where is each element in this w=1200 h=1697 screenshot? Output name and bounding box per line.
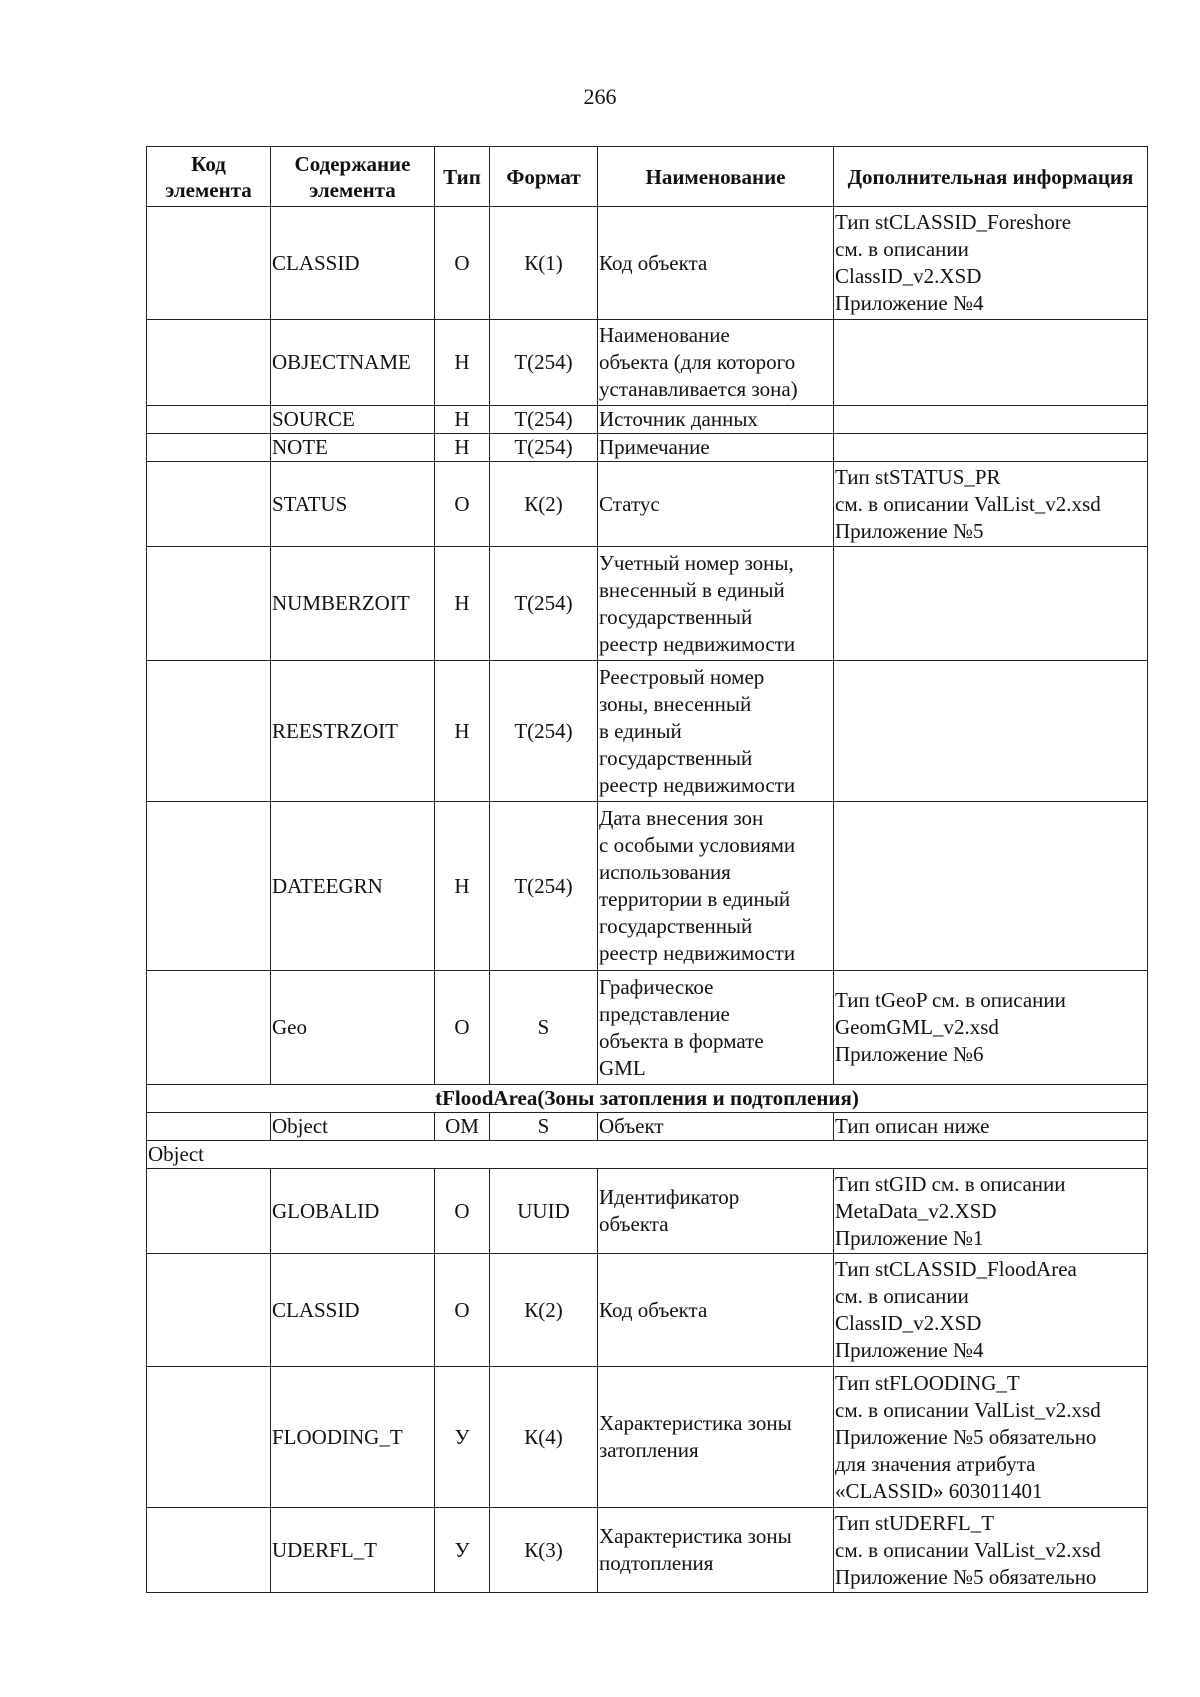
cell-info: Тип tGeoP см. в описании GeomGML_v2.xsd Приложение №6: [834, 971, 1148, 1085]
cell-name: Дата внесения зон с особыми условиями использования территории в единый государственный реестр недвижимости: [598, 802, 834, 971]
cell-name: Источник данных: [598, 406, 834, 434]
cell-name: Код объекта: [598, 207, 834, 320]
cell-info: [834, 434, 1148, 462]
cell-type: ОМ: [435, 1113, 490, 1141]
cell-element: DATEEGRN: [271, 802, 435, 971]
cell-name: Учетный номер зоны, внесенный в единый государственный реестр недвижимости: [598, 547, 834, 661]
table-row: [147, 406, 1148, 434]
header-info: Дополнительная информация: [834, 147, 1148, 207]
header-code: Код элемента: [147, 147, 271, 207]
cell-type: У: [435, 1508, 490, 1593]
cell-type: Н: [435, 547, 490, 661]
table-row: [147, 547, 1148, 661]
cell-info: Тип stCLASSID_Foreshore см. в описании ClassID_v2.XSD Приложение №4: [834, 207, 1148, 320]
table-row: [147, 1508, 1148, 1593]
table-row: [147, 971, 1148, 1085]
cell-type: О: [435, 1169, 490, 1254]
cell-code: [147, 406, 271, 434]
cell-format: S: [490, 1113, 598, 1141]
cell-code: [147, 1113, 271, 1141]
cell-element: UDERFL_T: [271, 1508, 435, 1593]
cell-format: К(1): [490, 207, 598, 320]
cell-info: Тип stFLOODING_T см. в описании ValList_v2.xsd Приложение №5 обязательно для значения атрибута «CLASSID» 603011401: [834, 1367, 1148, 1508]
table-row: [147, 207, 1148, 320]
header-element: Содержание элемента: [271, 147, 435, 207]
cell-type: О: [435, 462, 490, 547]
cell-element: NOTE: [271, 434, 435, 462]
cell-info: [834, 406, 1148, 434]
cell-format: Т(254): [490, 547, 598, 661]
header-format: Формат: [490, 147, 598, 207]
table-row: [147, 462, 1148, 547]
cell-element: Object: [271, 1113, 435, 1141]
table-row: [147, 434, 1148, 462]
cell-format: Т(254): [490, 434, 598, 462]
cell-code: [147, 462, 271, 547]
cell-name: Характеристика зоны подтопления: [598, 1508, 834, 1593]
cell-element: REESTRZOIT: [271, 661, 435, 802]
cell-element: CLASSID: [271, 207, 435, 320]
cell-code: [147, 1169, 271, 1254]
cell-name: Статус: [598, 462, 834, 547]
cell-format: Т(254): [490, 661, 598, 802]
cell-info: [834, 320, 1148, 406]
cell-type: У: [435, 1367, 490, 1508]
data-table: [146, 146, 1148, 1593]
group-label-row: [147, 1141, 1148, 1169]
cell-type: Н: [435, 406, 490, 434]
cell-info: Тип описан ниже: [834, 1113, 1148, 1141]
cell-format: К(3): [490, 1508, 598, 1593]
cell-code: [147, 320, 271, 406]
cell-code: [147, 1367, 271, 1508]
cell-code: [147, 971, 271, 1085]
table-row: [147, 802, 1148, 971]
header-name: Наименование: [598, 147, 834, 207]
table-row: [147, 320, 1148, 406]
cell-name: Код объекта: [598, 1254, 834, 1367]
cell-info: Тип stSTATUS_PR см. в описании ValList_v2.xsd Приложение №5: [834, 462, 1148, 547]
cell-format: К(4): [490, 1367, 598, 1508]
cell-code: [147, 1508, 271, 1593]
table-row: [147, 661, 1148, 802]
cell-code: [147, 547, 271, 661]
cell-element: CLASSID: [271, 1254, 435, 1367]
cell-type: О: [435, 207, 490, 320]
cell-name: Объект: [598, 1113, 834, 1141]
cell-element: OBJECTNAME: [271, 320, 435, 406]
cell-element: FLOODING_T: [271, 1367, 435, 1508]
cell-type: Н: [435, 802, 490, 971]
header-type: Тип: [435, 147, 490, 207]
cell-code: [147, 434, 271, 462]
cell-element: NUMBERZOIT: [271, 547, 435, 661]
cell-type: Н: [435, 434, 490, 462]
table-row: [147, 1254, 1148, 1367]
cell-element: STATUS: [271, 462, 435, 547]
cell-info: [834, 547, 1148, 661]
cell-format: Т(254): [490, 406, 598, 434]
section-title-row: [147, 1085, 1148, 1113]
cell-format: К(2): [490, 462, 598, 547]
cell-element: GLOBALID: [271, 1169, 435, 1254]
cell-type: Н: [435, 661, 490, 802]
cell-format: S: [490, 971, 598, 1085]
cell-format: Т(254): [490, 320, 598, 406]
cell-code: [147, 802, 271, 971]
cell-code: [147, 207, 271, 320]
page-number: 266: [583, 84, 617, 109]
cell-code: [147, 661, 271, 802]
cell-type: О: [435, 1254, 490, 1367]
table-row: [147, 1169, 1148, 1254]
table-row: [147, 1113, 1148, 1141]
cell-element: Geo: [271, 971, 435, 1085]
cell-type: Н: [435, 320, 490, 406]
group-label: Object: [147, 1141, 1148, 1169]
cell-info: [834, 661, 1148, 802]
cell-format: UUID: [490, 1169, 598, 1254]
cell-name: Идентификатор объекта: [598, 1169, 834, 1254]
cell-name: Графическое представление объекта в формате GML: [598, 971, 834, 1085]
cell-name: Характеристика зоны затопления: [598, 1367, 834, 1508]
cell-info: Тип stCLASSID_FloodArea см. в описании ClassID_v2.XSD Приложение №4: [834, 1254, 1148, 1367]
cell-info: [834, 802, 1148, 971]
section-title: tFloodArea(Зоны затопления и подтопления): [147, 1085, 1148, 1113]
cell-info: Тип stGID см. в описании MetaData_v2.XSD Приложение №1: [834, 1169, 1148, 1254]
cell-name: Наименование объекта (для которого устанавливается зона): [598, 320, 834, 406]
cell-format: К(2): [490, 1254, 598, 1367]
cell-name: Примечание: [598, 434, 834, 462]
cell-element: SOURCE: [271, 406, 435, 434]
cell-format: Т(254): [490, 802, 598, 971]
header-row: [147, 147, 1148, 207]
cell-code: [147, 1254, 271, 1367]
cell-info: Тип stUDERFL_T см. в описании ValList_v2.xsd Приложение №5 обязательно: [834, 1508, 1148, 1593]
table-row: [147, 1367, 1148, 1508]
cell-name: Реестровый номер зоны, внесенный в единый государственный реестр недвижимости: [598, 661, 834, 802]
cell-type: О: [435, 971, 490, 1085]
